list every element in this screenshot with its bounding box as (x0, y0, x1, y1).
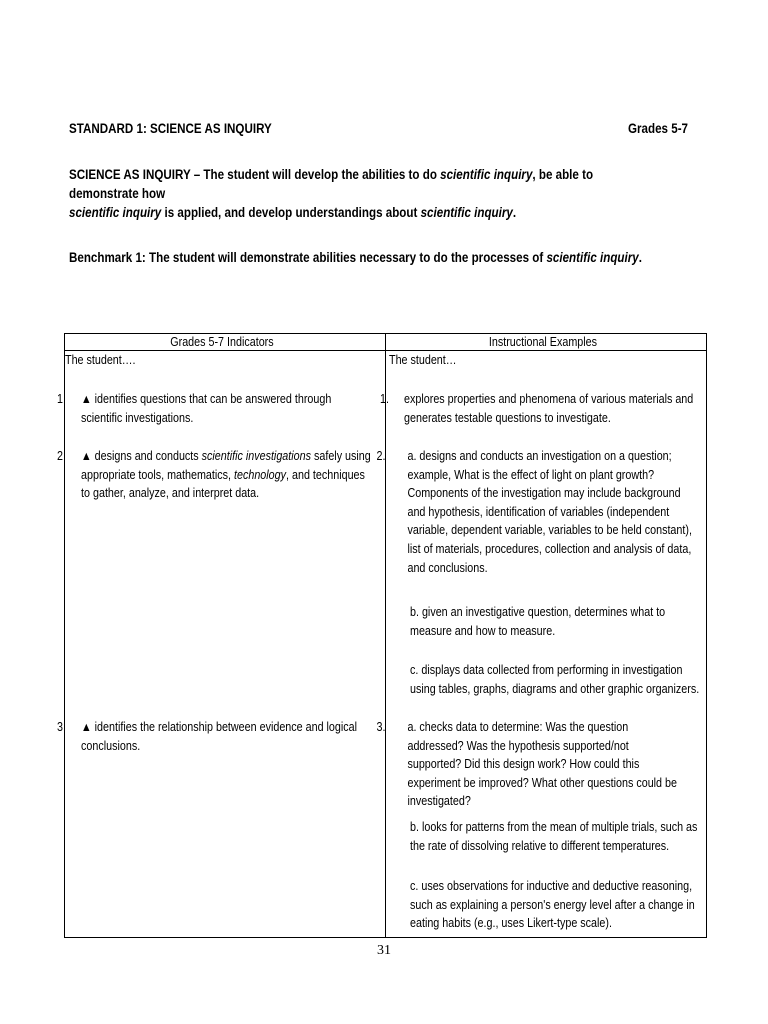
intro-italic-2: scientific inquiry (69, 205, 162, 220)
example-3a-text: a. checks data to determine: Was the question addressed? Was the hypothesis supported/not supported? Did this design work? How could this experiment be improved? What other questions could be investigated? (407, 720, 677, 809)
col1-header-text: Grades 5-7 Indicators (170, 335, 274, 349)
intro-text-3: is applied, and develop understandings about (161, 205, 421, 220)
table-header-row (65, 334, 707, 351)
indicators-table (56, 333, 707, 938)
standard-header (69, 121, 689, 136)
example-1-text: explores properties and phenomena of various materials and generates testable questions to investigate. (404, 392, 694, 425)
example-2a (376, 447, 700, 577)
indicator-1-text: ▲ identifies questions that can be answered through scientific investigations. (81, 392, 332, 425)
indicator-2-text-c: safely using appropriate tools, mathematics, (81, 449, 371, 482)
indicator-3-text: ▲ identifies the relationship between evidence and logical conclusions. (81, 720, 358, 753)
indicators-cell (56, 351, 386, 938)
example-2c: c. displays data collected from performing in investigation using tables, graphs, diagrams and other graphic organizers. (410, 663, 700, 696)
intro-italic-1: scientific inquiry (440, 167, 533, 182)
col2-header-text: Instructional Examples (488, 335, 598, 349)
col-header-indicators (65, 334, 386, 351)
grades-label: Grades 5-7 (628, 121, 689, 136)
benchmark-italic: scientific inquiry (546, 250, 639, 265)
example-3c: c. uses observations for inductive and deductive reasoning, such as explaining a person's energy level after a change in eating habits (e.g., uses Likert-type scale). (410, 879, 695, 931)
standard-title: STANDARD 1: SCIENCE AS INQUIRY (69, 121, 272, 136)
example-3a (376, 718, 683, 811)
indicator-2 (56, 447, 373, 503)
indicator-2-italic-d: technology (234, 467, 287, 482)
example-3b: b. looks for patterns from the mean of multiple trials, such as the rate of dissolving relative to different temperatures. (410, 820, 698, 853)
benchmark-statement (69, 250, 662, 265)
example-1-num: 1. (379, 392, 389, 406)
indicator-2-text-a: ▲ designs and conducts (81, 449, 202, 463)
examples-lead: The student… (389, 353, 457, 367)
indicator-2-italic-b: scientific investigations (201, 449, 311, 463)
indicator-1 (56, 390, 373, 427)
indicator-3-num: 3. (56, 720, 66, 734)
indicator-2-num: 2. (56, 449, 66, 463)
benchmark-text: Benchmark 1: The student will demonstrate abilities necessary to do the processes of (69, 250, 547, 265)
example-1 (379, 390, 696, 427)
examples-cell (376, 351, 707, 938)
col-header-examples (386, 334, 707, 351)
intro-text-1: SCIENCE AS INQUIRY – The student will develop the abilities to do (69, 167, 441, 182)
benchmark-end: . (638, 250, 642, 265)
intro-text-2: , be able to demonstrate how (69, 167, 594, 201)
indicators-lead: The student…. (65, 353, 136, 367)
indicator-1-num: 1. (56, 392, 66, 406)
indicator-3 (56, 718, 373, 755)
table-body-row (65, 351, 707, 938)
example-2a-num: 2. (376, 449, 386, 463)
example-3a-num: 3. (376, 720, 386, 734)
page-number: 31 (377, 943, 391, 958)
indicator-2-text-e: , and techniques to gather, analyze, and interpret data. (81, 467, 365, 501)
example-2b: b. given an investigative question, determines what to measure and how to measure. (410, 605, 666, 638)
intro-italic-3: scientific inquiry (420, 205, 513, 220)
example-2a-text: a. designs and conducts an investigation on a question; example, What is the effect of light on plant growth? Components of the investigation may include background and hypothesis, identification of variables (independent variable, dependent variable, variables to be held constant), list of materials, procedures, collection and analysis of data, and conclusions. (407, 449, 692, 575)
intro-text-4: . (512, 205, 517, 220)
intro-paragraph (69, 165, 662, 222)
